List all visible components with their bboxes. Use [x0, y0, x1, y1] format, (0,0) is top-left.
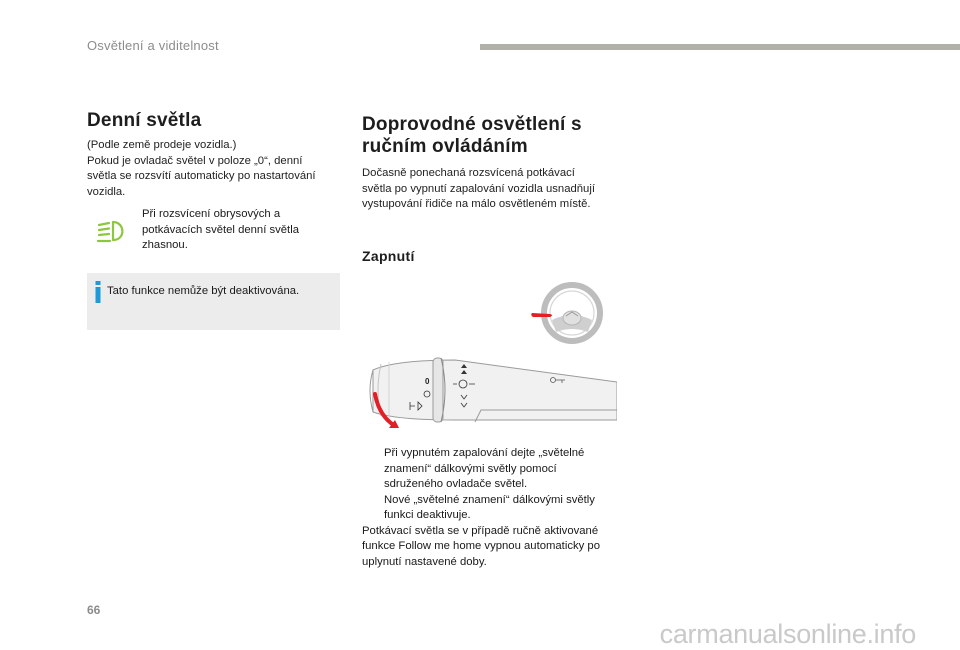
text-line: Potkávací světla se v případě ručně aktivované	[362, 524, 599, 537]
steering-wheel-illustration	[530, 280, 610, 350]
stalk-off-label: 0	[425, 377, 430, 386]
text-line: vystupování řidiče na málo osvětleném místě.	[362, 198, 591, 210]
daytime-lamp-icon	[95, 219, 129, 243]
list-item	[362, 446, 624, 493]
heading-line: Doprovodné osvětlení s	[362, 114, 582, 135]
text-line: zhasnou.	[142, 239, 188, 251]
text-line: sdruženého ovladače světel.	[384, 478, 528, 490]
daytime-lights-intro	[87, 138, 342, 200]
text-line: potkávacích světel denní světla	[142, 223, 299, 236]
text-line: funkce Follow me home vypnou automaticky po	[362, 540, 600, 552]
text-line: Při rozsvícení obrysových a	[142, 208, 281, 220]
text-line: Při vypnutém zapalování dejte „světelné	[384, 447, 585, 459]
closing-paragraph	[362, 524, 624, 571]
light-stalk-illustration	[365, 350, 617, 430]
daytime-lights-note-text	[142, 207, 299, 254]
daytime-lights-note	[87, 207, 342, 267]
text-line: Pokud je ovladač světel v poloze „0“, denní	[87, 154, 303, 167]
text-line: světla po vypnutí zapalování vozidla usnadňují	[362, 182, 595, 195]
text-line: znamení“ dálkovými světly pomocí	[384, 462, 557, 475]
text-line: uplynutí nastavené doby.	[362, 555, 487, 568]
text-line: Nové „světelné znamení“ dálkovými světly	[384, 493, 595, 506]
page-number: 66	[87, 603, 101, 617]
follow-me-home-heading	[362, 114, 622, 158]
info-icon	[94, 281, 102, 303]
watermark: carmanualsonline.info	[659, 619, 916, 649]
heading-line: ručním ovládáním	[362, 136, 528, 157]
info-box	[87, 273, 340, 330]
follow-me-home-intro	[362, 166, 622, 213]
activation-heading: Zapnutí	[362, 248, 415, 264]
text-line: funkci deaktivuje.	[384, 509, 471, 521]
daytime-lights-heading: Denní světla	[87, 110, 202, 131]
follow-me-home-section	[362, 114, 622, 213]
text-line: Dočasně ponechaná rozsvícená potkávací	[362, 167, 575, 179]
info-text: Tato funkce nemůže být deaktivována.	[107, 285, 300, 297]
daytime-lights-section	[87, 110, 342, 200]
text-line: vozidla.	[87, 185, 126, 198]
page-header-title: Osvětlení a viditelnost	[87, 38, 219, 53]
text-line: (Podle země prodeje vozidla.)	[87, 139, 237, 151]
header-bar	[480, 44, 960, 50]
activation-instructions	[362, 446, 624, 570]
list-item	[362, 493, 624, 524]
text-line: světla se rozsvítí automaticky po nastartování	[87, 170, 316, 182]
